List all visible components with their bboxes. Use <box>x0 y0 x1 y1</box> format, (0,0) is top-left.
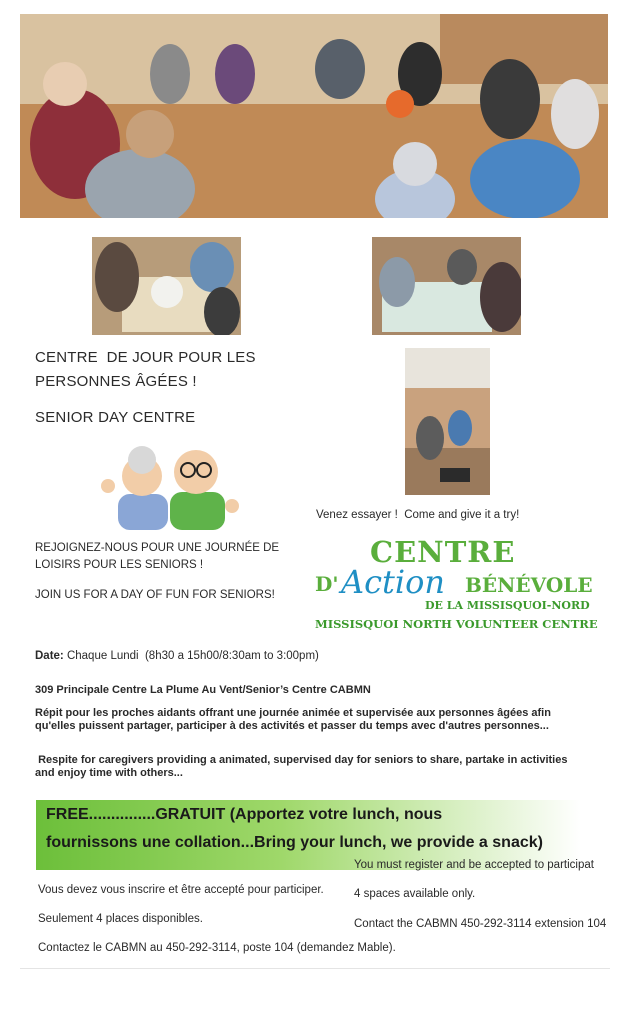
table-game-photo-left <box>92 237 241 335</box>
heading-en: SENIOR DAY CENTRE <box>35 409 196 426</box>
spaces-fr: Seulement 4 places disponibles. <box>38 913 203 925</box>
group-activity-photo <box>20 14 608 218</box>
invite-fr-line1: REJOIGNEZ-NOUS POUR UNE JOURNÉE DE <box>35 542 280 554</box>
description-fr: Répit pour les proches aidants offrant une journée animée et supervisée aux personnes âgées afin qu'elles puissent partager, participer à des activités et passer du temps avec d'autres personnes... <box>35 707 551 732</box>
contact-en: Contact the CABMN 450-292-3114 extension 104 <box>354 918 607 930</box>
logo-region: DE LA MISSISQUOI-NORD <box>425 599 590 612</box>
seniors-cartoon <box>100 444 240 530</box>
table-game-photo-right <box>372 237 521 335</box>
logo-centre: CENTRE <box>370 535 516 569</box>
invite-fr-line2: LOISIRS POUR LES SENIORS ! <box>35 559 204 571</box>
free-line2: fournissons une collation...Bring your lunch, we provide a snack) <box>46 834 543 851</box>
address: 309 Principale Centre La Plume Au Vent/Senior’s Centre CABMN <box>35 684 371 696</box>
exercise-photo <box>405 348 490 495</box>
heading-fr-line2: PERSONNES ÂGÉES ! <box>35 373 197 390</box>
heading-fr-line1: CENTRE DE JOUR POUR LES <box>35 349 256 366</box>
date-label: Date: <box>35 650 64 662</box>
try-it-text: Venez essayer ! Come and give it a try! <box>316 509 520 521</box>
register-en: You must register and be accepted to participat <box>354 859 594 871</box>
free-line1: FREE...............GRATUIT (Apportez votre lunch, nous <box>46 806 443 823</box>
contact-fr: Contactez le CABMN au 450-292-3114, poste 104 (demandez Mable). <box>38 942 396 954</box>
spaces-en: 4 spaces available only. <box>354 888 476 900</box>
cabmn-logo <box>315 535 615 635</box>
logo-english: MISSISQUOI NORTH VOLUNTEER CENTRE <box>315 617 598 631</box>
invite-en: JOIN US FOR A DAY OF FUN FOR SENIORS! <box>35 589 275 601</box>
register-fr: Vous devez vous inscrire et être accepté pour participer. <box>38 884 324 896</box>
bottom-divider <box>20 968 610 969</box>
logo-d: D' <box>315 572 339 596</box>
logo-benevole: BÉNÉVOLE <box>465 573 593 597</box>
description-en: Respite for caregivers providing a animated, supervised day for seniors to share, partake in activities and enjoy time with others... <box>35 754 571 779</box>
date-line <box>35 650 319 662</box>
logo-action: Action <box>341 563 445 601</box>
date-value: Chaque Lundi (8h30 a 15h00/8:30am to 3:00pm) <box>63 650 319 662</box>
